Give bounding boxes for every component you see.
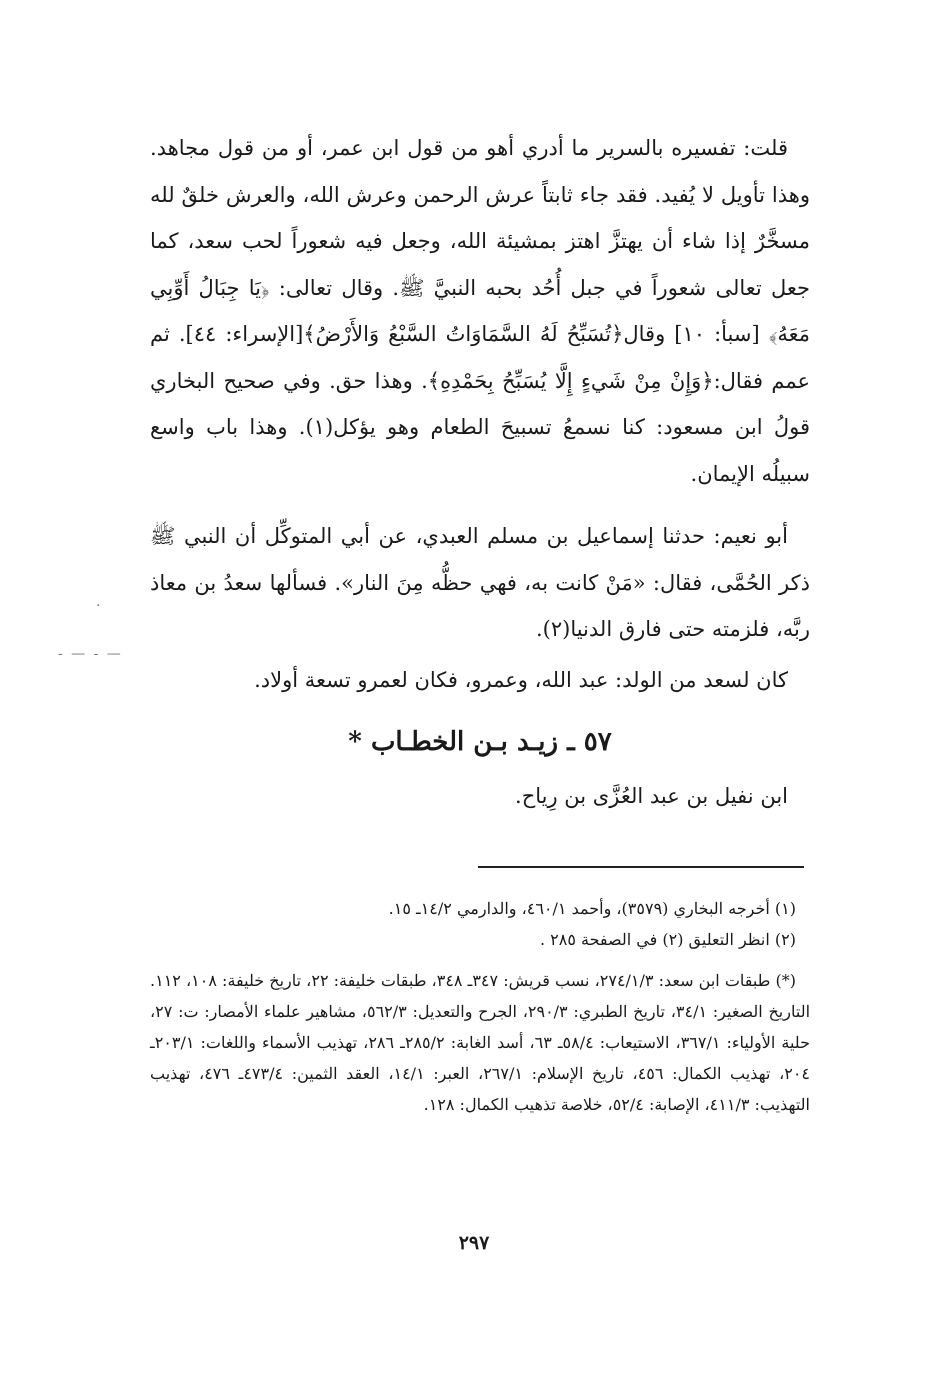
margin-dashes: - — - —	[58, 646, 123, 662]
section-heading: ٥٧ ـ زيـد بـن الخطـاب *	[348, 727, 612, 757]
footnotes	[150, 893, 810, 1120]
paragraph-commentary: قلت: تفسيره بالسرير ما أدري أهو من قول ابن عمر، أو من قول مجاهد. وهذا تأويل لا يُفيد. فقد جاء ثابتاً عرش الرحمن وعرش الله، والعرش خلقٌ لله مسخَّرٌ إذا شاء أن يهتزَّ اهتز بمشيئة الله، وجعل فيه شعوراً لحب سعد، كما جعل تعالى شعوراً في جبل أُحُد بحبه النبيَّ ﷺ. وقال تعالى: ﴿يَا جِبَالُ أَوِّبِي مَعَهُ﴾ [سبأ: ١٠] وقال﴿تُسَبِّحُ لَهُ السَّمَاوَاتُ السَّبْعُ وَالأَرْضُ﴾[الإسراء: ٤٤]. ثم عمم فقال:﴿وَإِنْ مِنْ شَيءٍ إِلَّا يُسَبِّحُ بِحَمْدِهِ﴾. وهذا حق. وفي صحيح البخاري قولُ ابن مسعود: كنا نسمعُ تسبيحَ الطعام وهو يؤكل(١). وهذا باب واسع سبيلُه الإيمان.	[150, 136, 810, 486]
margin-dot: ·	[96, 598, 103, 614]
paragraph-hadith: أبو نعيم: حدثنا إسماعيل بن مسلم العبدي، عن أبي المتوكِّل أن النبي ﷺ ذكر الحُمَّى، فقال: «مَنْ كانت به، فهي حظُّه مِنَ النار». فسألها سعدُ بن معاذ ربَّه، فلزمته حتى فارق الدنيا(٢).	[150, 524, 810, 641]
footnote-2: (٢) انظر التعليق (٢) في الصفحة ٢٨٥ .	[539, 930, 796, 949]
footnote-divider	[478, 866, 804, 868]
footnote-1: (١) أخرجه البخاري (٣٥٧٩)، وأحمد ٤٦٠/١، والدارمي ١٤/٢ـ ١٥.	[388, 899, 796, 918]
lineage-line: ابن نفيل بن عبد العُزَّى بن رِياح.	[515, 784, 788, 808]
main-text	[150, 125, 810, 819]
paragraph-children: كان لسعد من الولد: عبد الله، وعمرو، فكان لعمرو تسعة أولاد.	[254, 667, 788, 692]
page-number: ٢٩٧	[458, 1232, 490, 1254]
sources-footnote: (*) طبقات ابن سعد: ٢٧٤/١/٣، نسب قريش: ٣٤٧ـ ٣٤٨، طبقات خليفة: ٢٢، تاريخ خليفة: ١٠٨، ١١٢. التاريخ الصغير: ٣٤/١، تاريخ الطبري: ٢٩٠/٣، الجرح والتعديل: ٥٦٢/٣، مشاهير علماء الأمصار: ت: ٢٧، حلية الأولياء: ٣٦٧/١، الاستيعاب: ٥٨/٤ـ ٦٣، أسد الغابة: ٢٨٥/٢ـ ٢٨٦، تهذيب الأسماء واللغات: ٢٠٣/١ـ ٢٠٤، تهذيب الكمال: ٤٥٦، تاريخ الإسلام: ٢٦٧/١، العبر: ١٤/١، العقد الثمين: ٤٧٣/٤ـ ٤٧٦، تهذيب التهذيب: ٤١١/٣، الإصابة: ٥٢/٤، خلاصة تذهيب الكمال: ١٢٨.	[150, 971, 811, 1114]
